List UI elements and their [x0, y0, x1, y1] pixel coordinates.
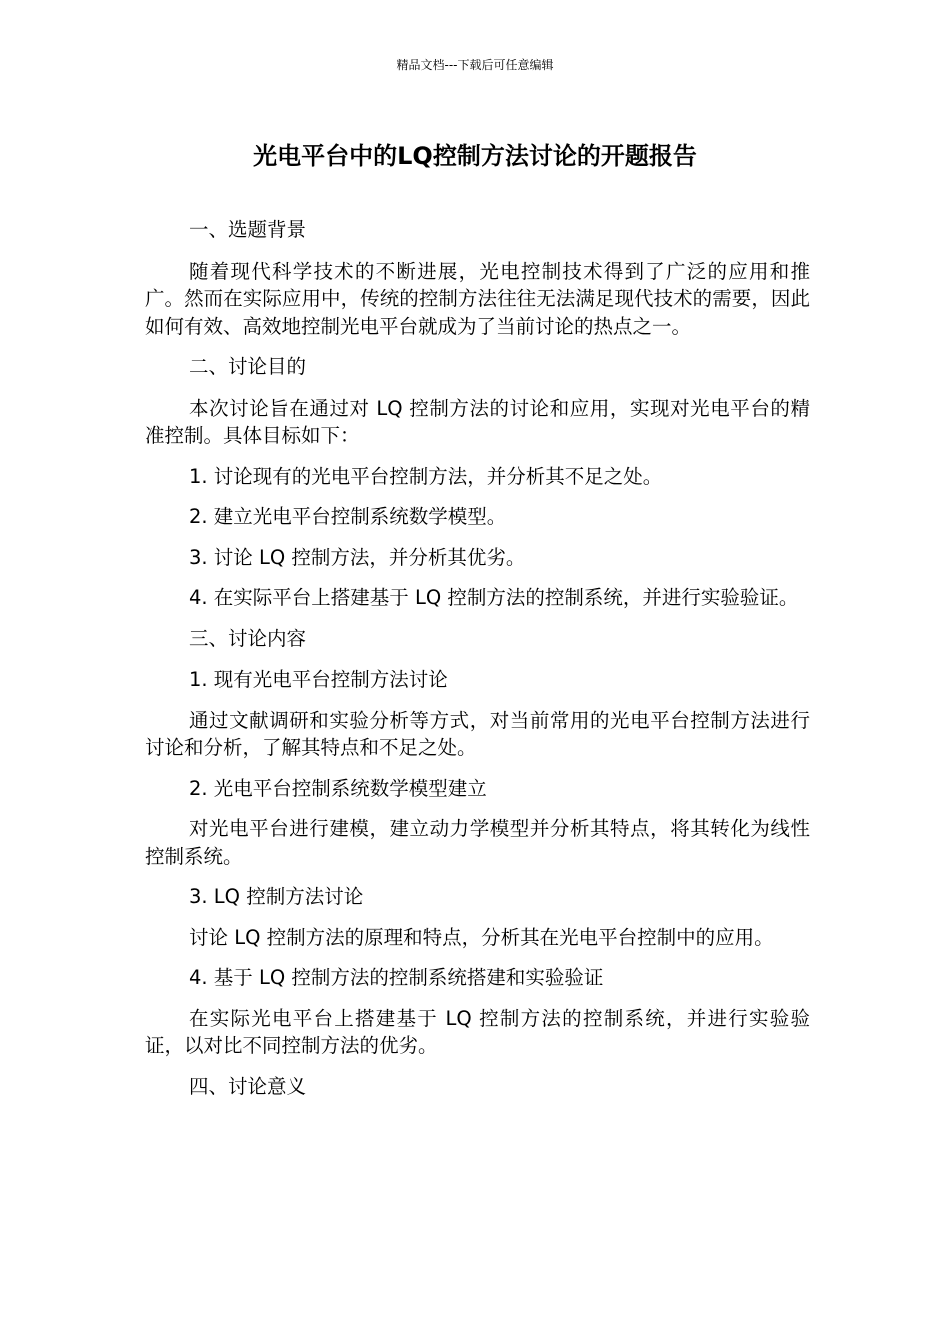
subheading-content-4: 4. 基于 LQ 控制方法的控制系统搭建和实验验证 — [189, 966, 604, 989]
paragraph-content-4: 在实际光电平台上搭建基于 LQ 控制方法的控制系统，并进行实验验证，以对比不同控制方法的优劣。 — [145, 1006, 810, 1057]
paragraph-content-2: 对光电平台进行建模，建立动力学模型并分析其特点，将其转化为线性控制系统。 — [145, 817, 810, 868]
section-heading-significance: 四、讨论意义 — [189, 1074, 307, 1098]
section-heading-content: 三、讨论内容 — [189, 626, 307, 650]
section-heading-background: 一、选题背景 — [189, 218, 307, 241]
header-note: 精品文档---下载后可任意编辑 — [396, 58, 554, 72]
paragraph-background: 随着现代科学技术的不断进展，光电控制技术得到了广泛的应用和推广。然而在实际应用中，传统的控制方法往往无法满足现代技术的需要，因此如何有效、高效地控制光电平台就成为了当前讨论的热点之一。 — [145, 259, 810, 338]
document-title: 光电平台中的LQ控制方法讨论的开题报告 — [253, 142, 697, 170]
list-item-goal-1: 1. 讨论现有的光电平台控制方法，并分析其不足之处。 — [189, 464, 663, 488]
subheading-content-1: 1. 现有光电平台控制方法讨论 — [189, 668, 448, 691]
list-item-goal-2: 2. 建立光电平台控制系统数学模型。 — [189, 505, 507, 528]
paragraph-content-1: 通过文献调研和实验分析等方式，对当前常用的光电平台控制方法进行讨论和分析，了解其特点和不足之处。 — [145, 708, 810, 759]
paragraph-content-3: 讨论 LQ 控制方法的原理和特点，分析其在光电平台控制中的应用。 — [189, 925, 774, 949]
section-heading-purpose: 二、讨论目的 — [189, 355, 307, 378]
subheading-content-3: 3. LQ 控制方法讨论 — [189, 885, 364, 908]
list-item-goal-4: 4. 在实际平台上搭建基于 LQ 控制方法的控制系统，并进行实验验证。 — [189, 586, 799, 609]
document-body — [145, 216, 810, 1114]
list-item-goal-3: 3. 讨论 LQ 控制方法，并分析其优劣。 — [189, 545, 526, 569]
paragraph-purpose: 本次讨论旨在通过对 LQ 控制方法的讨论和应用，实现对光电平台的精准控制。具体目标如下： — [145, 396, 810, 447]
subheading-content-2: 2. 光电平台控制系统数学模型建立 — [189, 776, 487, 800]
